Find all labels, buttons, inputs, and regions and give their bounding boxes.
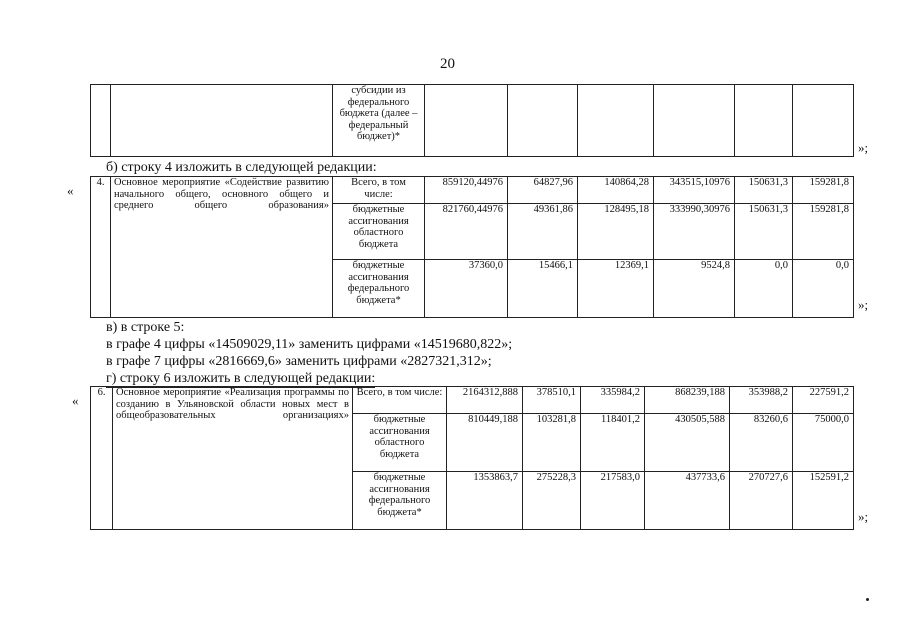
value-cell: 270727,6 — [730, 472, 793, 530]
page-number: 20 — [440, 56, 455, 72]
row-label: бюджетные ассигнования областного бюджета — [353, 414, 447, 472]
value-cell: 49361,86 — [508, 204, 578, 260]
value-cell: 343515,10976 — [654, 177, 735, 204]
cell-v1 — [425, 85, 508, 157]
value-cell: 430505,588 — [645, 414, 730, 472]
cell-v5 — [735, 85, 793, 157]
row-label: бюджетные ассигнования федерального бюджета* — [333, 260, 425, 318]
value-cell: 378510,1 — [523, 387, 581, 414]
value-cell: 64827,96 — [508, 177, 578, 204]
open-quote-mark: « — [72, 393, 79, 408]
row-description: Основное мероприятие «Содействие развитию начального общего, основного общего и среднего общего образования» — [111, 177, 333, 318]
row-label: бюджетные ассигнования федерального бюджета* — [353, 472, 447, 530]
row-description: Основное мероприятие «Реализация программы по созданию в Ульяновской области новых мест в общеобразовательных организациях» — [113, 387, 353, 530]
cell-num — [91, 85, 111, 157]
value-cell: 810449,188 — [447, 414, 523, 472]
cell-v2 — [508, 85, 578, 157]
table-row-6 — [90, 386, 854, 530]
value-cell: 227591,2 — [793, 387, 854, 414]
value-cell: 859120,44976 — [425, 177, 508, 204]
value-cell: 353988,2 — [730, 387, 793, 414]
instruction-g: г) строку 6 изложить в следующей редакции: — [106, 371, 376, 386]
value-cell: 118401,2 — [581, 414, 645, 472]
value-cell: 37360,0 — [425, 260, 508, 318]
row-number: 6. — [91, 387, 113, 530]
value-cell: 0,0 — [793, 260, 854, 318]
table-row-4 — [90, 176, 854, 318]
value-cell: 128495,18 — [578, 204, 654, 260]
row-label: бюджетные ассигнования областного бюджета — [333, 204, 425, 260]
value-cell: 1353863,7 — [447, 472, 523, 530]
instruction-v1: в графе 4 цифры «14509029,11» заменить цифрами «14519680,822»; — [106, 337, 513, 352]
open-quote-mark: « — [67, 183, 74, 198]
close-quote-mark: »; — [858, 297, 869, 312]
cell-v6 — [793, 85, 854, 157]
value-cell: 868239,188 — [645, 387, 730, 414]
row-label: Всего, в том числе: — [333, 177, 425, 204]
value-cell: 821760,44976 — [425, 204, 508, 260]
value-cell: 150631,3 — [735, 177, 793, 204]
value-cell: 15466,1 — [508, 260, 578, 318]
table-fragment-top — [90, 84, 854, 157]
instruction-v2: в графе 7 цифры «2816669,6» заменить цифрами «2827321,312»; — [106, 354, 492, 369]
value-cell: 217583,0 — [581, 472, 645, 530]
value-cell: 140864,28 — [578, 177, 654, 204]
value-cell: 103281,8 — [523, 414, 581, 472]
value-cell: 275228,3 — [523, 472, 581, 530]
row-label: Всего, в том числе: — [353, 387, 447, 414]
value-cell: 75000,0 — [793, 414, 854, 472]
value-cell: 333990,30976 — [654, 204, 735, 260]
value-cell: 335984,2 — [581, 387, 645, 414]
close-quote-mark: »; — [858, 509, 869, 524]
value-cell: 12369,1 — [578, 260, 654, 318]
value-cell: 0,0 — [735, 260, 793, 318]
value-cell: 83260,6 — [730, 414, 793, 472]
value-cell: 150631,3 — [735, 204, 793, 260]
scan-speck — [866, 598, 869, 601]
value-cell: 9524,8 — [654, 260, 735, 318]
value-cell: 159281,8 — [793, 204, 854, 260]
value-cell: 2164312,888 — [447, 387, 523, 414]
instruction-v: в) в строке 5: — [106, 320, 185, 335]
value-cell: 152591,2 — [793, 472, 854, 530]
value-cell: 437733,6 — [645, 472, 730, 530]
budget-label: субсидии из федерального бюджета (далее – федеральный бюджет)* — [333, 85, 425, 157]
cell-description — [111, 85, 333, 157]
close-quote-mark: »; — [858, 140, 869, 155]
row-number: 4. — [91, 177, 111, 318]
value-cell: 159281,8 — [793, 177, 854, 204]
cell-v3 — [578, 85, 654, 157]
cell-v4 — [654, 85, 735, 157]
instruction-b: б) строку 4 изложить в следующей редакции: — [106, 160, 377, 175]
